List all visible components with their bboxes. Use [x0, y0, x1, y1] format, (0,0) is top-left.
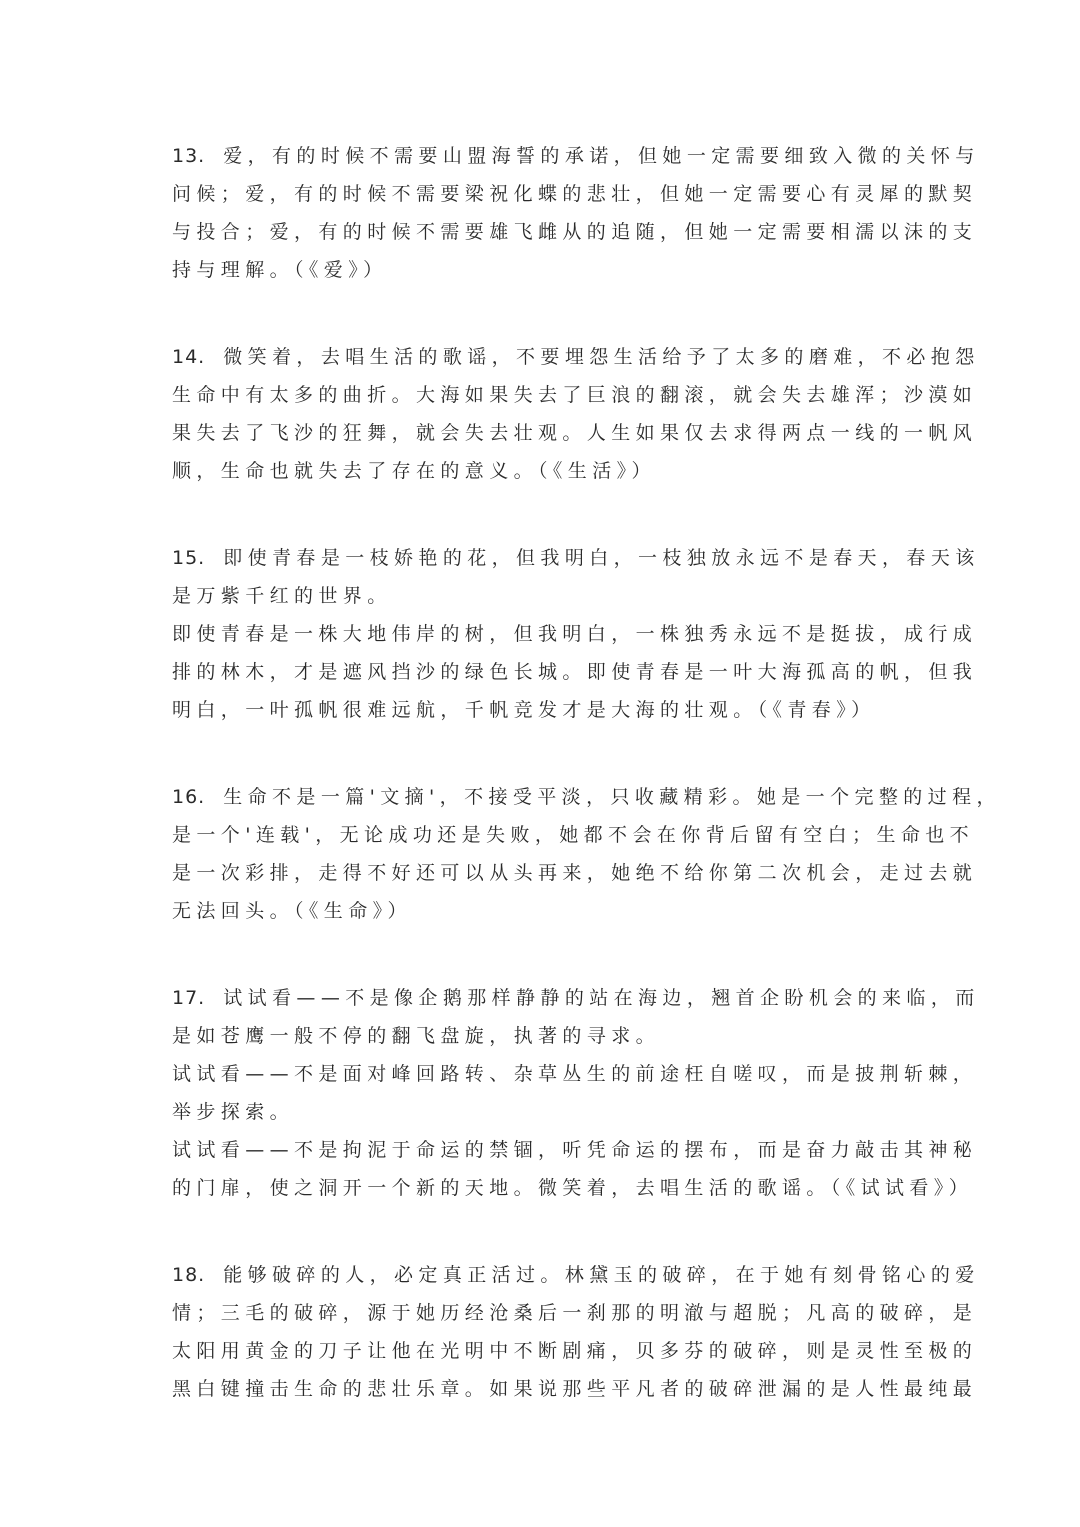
line-text: 爱，有的时候不需要山盟海誓的承诺，但她一定需要细致入微的关怀与 [223, 145, 980, 167]
text-line: 排的林木，才是遮风挡沙的绿色长城。即使青春是一叶大海孤高的帆，但我 [172, 661, 978, 683]
text-line [172, 1256, 980, 1294]
text-line: 举步探索。 [172, 1101, 295, 1123]
text-line [172, 778, 1001, 816]
text-line: 生命中有太多的曲折。大海如果失去了巨浪的翻滚，就会失去雄浑；沙漠如 [172, 384, 978, 406]
line-text: 生命不是一篇'文摘'，不接受平淡，只收藏精彩。她是一个完整的过程， [223, 786, 1001, 808]
line-text: 能够破碎的人，必定真正活过。林黛玉的破碎，在于她有刻骨铭心的爱 [223, 1264, 980, 1286]
paragraph-14 [172, 338, 980, 490]
text-line [172, 137, 980, 175]
paragraph-17 [172, 979, 980, 1207]
text-line: 明白，一叶孤帆很难远航，千帆竞发才是大海的壮观。（《青春》） [172, 699, 876, 721]
paragraph-number: 16. [172, 786, 206, 808]
paragraph-number: 14. [172, 346, 206, 368]
text-line: 果失去了飞沙的狂舞，就会失去壮观。人生如果仅去求得两点一线的一帆风 [172, 422, 978, 444]
paragraph-number: 17. [172, 987, 206, 1009]
text-line: 是一次彩排，走得不好还可以从头再来，她绝不给你第二次机会，走过去就 [172, 862, 978, 884]
text-line [172, 979, 980, 1017]
text-line: 黑白键撞击生命的悲壮乐章。如果说那些平凡者的破碎泄漏的是人性最纯最 [172, 1378, 978, 1400]
paragraph-number: 18. [172, 1264, 206, 1286]
text-line: 持与理解。（《爱》） [172, 259, 388, 281]
paragraph-15 [172, 539, 980, 729]
line-text: 试试看——不是像企鹅那样静静的站在海边，翘首企盼机会的来临，而 [223, 987, 980, 1009]
paragraph-18 [172, 1256, 980, 1408]
text-line: 顺，生命也就失去了存在的意义。（《生活》） [172, 460, 656, 482]
text-line: 是如苍鹰一般不停的翻飞盘旋，执著的寻求。 [172, 1025, 661, 1047]
text-line: 情；三毛的破碎，源于她历经沧桑后一刹那的明澈与超脱；凡高的破碎，是 [172, 1302, 978, 1324]
paragraph-number: 13. [172, 145, 206, 167]
text-line: 的门扉，使之洞开一个新的天地。微笑着，去唱生活的歌谣。（《试试看》） [172, 1177, 974, 1199]
line-text: 微笑着，去唱生活的歌谣，不要埋怨生活给予了太多的磨难，不必抱怨 [223, 346, 980, 368]
paragraph-number: 15. [172, 547, 206, 569]
text-line: 无法回头。（《生命》） [172, 900, 412, 922]
text-line: 与投合；爱，有的时候不需要雄飞雌从的追随，但她一定需要相濡以沫的支 [172, 221, 978, 243]
text-line: 是万紫千红的世界。 [172, 585, 392, 607]
text-line [172, 539, 980, 577]
text-line: 太阳用黄金的刀子让他在光明中不断剧痛，贝多芬的破碎，则是灵性至极的 [172, 1340, 978, 1362]
document-body [172, 137, 1001, 1457]
text-line: 即使青春是一株大地伟岸的树，但我明白，一株独秀永远不是挺拔，成行成 [172, 623, 978, 645]
text-line: 试试看——不是拘泥于命运的禁锢，听凭命运的摆布，而是奋力敲击其神秘 [172, 1139, 978, 1161]
text-line: 问候；爱，有的时候不需要梁祝化蝶的悲壮，但她一定需要心有灵犀的默契 [172, 183, 978, 205]
paragraph-16 [172, 778, 1001, 930]
text-line [172, 338, 980, 376]
text-line: 试试看——不是面对峰回路转、杂草丛生的前途枉自嗟叹，而是披荆斩棘， [172, 1063, 978, 1085]
line-text: 即使青春是一枝娇艳的花，但我明白，一枝独放永远不是春天，春天该 [223, 547, 980, 569]
paragraph-13 [172, 137, 980, 289]
text-line: 是一个'连载'，无论成功还是失败，她都不会在你背后留有空白；生命也不 [172, 824, 975, 846]
